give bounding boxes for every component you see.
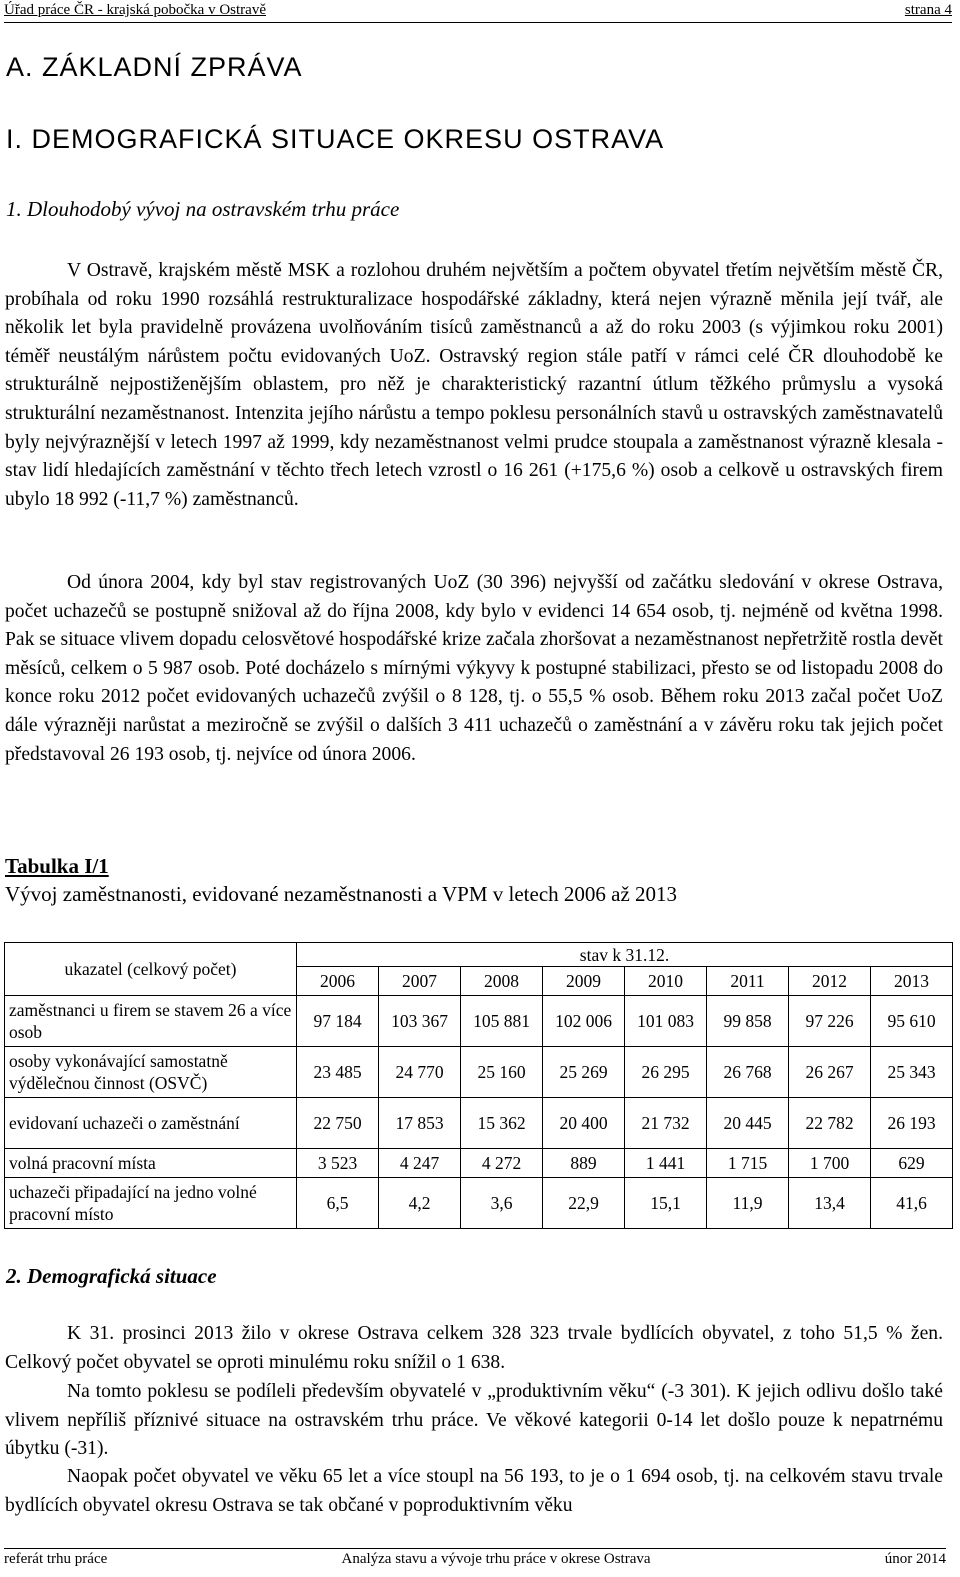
- paragraph-productive-age: Na tomto poklesu se podíleli především obyvatelé v „produktivním věku“ (-3 301). K jejich odlivu došlo také vlivem nepříliš příznivé situace na ostravském trhu práce. Ve věkové kategorii 0-14 let došlo pouze k nepatrnému úbytku (-31).: [5, 1381, 943, 1460]
- table-cell: 23 485: [297, 1047, 379, 1098]
- table-cell: 889: [543, 1149, 625, 1178]
- table-row-label: evidovaní uchazeči o zaměstnání: [5, 1098, 297, 1149]
- paragraph-restructuring: V Ostravě, krajském městě MSK a rozlohou druhém největším a počtem obyvatel třetím největším městě ČR, probíhala od roku 1990 rozsáhlá restrukturalizace hospodářské základny, která nejen výrazně měnila její tvář, ale několik let byla pravidelně provázena uvolňováním tisíců zaměstnanců a až do roku 2003 (s výjimkou roku 2001) téměř neustálým nárůstem počtu evidovaných UoZ. Ostravský region stále patří v rámci celé ČR dlouhodobě ke strukturálně nejpostiženějším oblastem, pro něž je charakteristický razantní útlum těžkého průmyslu a vysoká strukturální nezaměstnanost. Intenzita jejího nárůstu a tempo poklesu personálních stavů u ostravských zaměstnavatelů byly nejvýraznější v letech 1997 až 1999, kdy nezaměstnanost velmi prudce stoupala a zaměstnanost výrazně klesala - stav lidí hledajících zaměstnání v těchto třech letech vzrostl o 16 261 (+175,6 %) osob a celkově u ostravských firem ubylo 18 992 (-11,7 %) zaměstnanců.: [5, 260, 943, 510]
- table-cell: 4 247: [379, 1149, 461, 1178]
- heading-main-report: A. ZÁKLADNÍ ZPRÁVA: [6, 52, 303, 82]
- table-year-header: 2007: [379, 967, 461, 996]
- table-cell: 21 732: [625, 1098, 707, 1149]
- table-cell: 25 343: [871, 1047, 953, 1098]
- table-cell: 22 750: [297, 1098, 379, 1149]
- table-cell: 11,9: [707, 1178, 789, 1229]
- paragraph-unemployment-trend: Od února 2004, kdy byl stav registrovaných UoZ (30 396) nejvyšší od začátku sledování v okrese Ostrava, počet uchazečů se postupně snižoval až do října 2008, kdy bylo v evidenci 14 654 osob, tj. nejméně od května 1998. Pak se situace vlivem dopadu celosvětové hospodářské krize začala zhoršovat a nezaměstnanost nepřetržitě rostla devět měsíců, celkem o 5 987 osob. Poté docházelo s mírnými výkyvy k postupné stabilizaci, přesto se od listopadu 2008 do konce roku 2012 počet evidovaných uchazečů zvýšil o 8 128, tj. o 55,5 % osob. Během roku 2013 začal počet UoZ dále výrazněji narůstat a meziročně se zvýšil o dalších 3 411 uchazečů o zaměstnání a v závěru roku tak jejich počet představoval 26 193 osob, tj. nejvíce od února 2006.: [5, 572, 943, 765]
- header-office-name: Úřad práce ČR - krajská pobočka v Ostravě: [4, 2, 266, 18]
- table-cell: 26 267: [789, 1047, 871, 1098]
- table-caption: Vývoj zaměstnanosti, evidované nezaměstnanosti a VPM v letech 2006 až 2013: [5, 882, 678, 906]
- table-cell: 3 523: [297, 1149, 379, 1178]
- table-header-row-1: [5, 943, 953, 967]
- table-cell: 22,9: [543, 1178, 625, 1229]
- table-cell: 26 768: [707, 1047, 789, 1098]
- table-row: [5, 996, 953, 1047]
- table-cell: 102 006: [543, 996, 625, 1047]
- table-cell: 1 715: [707, 1149, 789, 1178]
- table-cell: 24 770: [379, 1047, 461, 1098]
- table-cell: 103 367: [379, 996, 461, 1047]
- table-year-header: 2011: [707, 967, 789, 996]
- table-cell: 1 700: [789, 1149, 871, 1178]
- table-cell: 629: [871, 1149, 953, 1178]
- table-year-header: 2012: [789, 967, 871, 996]
- employment-table: [4, 942, 953, 1229]
- footer-department: referát trhu práce: [4, 1551, 108, 1567]
- table-cell: 4,2: [379, 1178, 461, 1229]
- table-year-header: 2006: [297, 967, 379, 996]
- table-cell: 95 610: [871, 996, 953, 1047]
- table-cell: 25 160: [461, 1047, 543, 1098]
- page-header: [4, 2, 952, 23]
- table-cell: 25 269: [543, 1047, 625, 1098]
- table-cell: 99 858: [707, 996, 789, 1047]
- table-row-label: zaměstnanci u firem se stavem 26 a více osob: [5, 996, 297, 1047]
- table-header-stav: stav k 31.12.: [297, 943, 953, 967]
- footer-title: Analýza stavu a vývoje trhu práce v okrese Ostrava: [341, 1551, 651, 1567]
- table-cell: 3,6: [461, 1178, 543, 1229]
- table-header-label: ukazatel (celkový počet): [5, 943, 297, 996]
- table-year-header: 2009: [543, 967, 625, 996]
- table-cell: 97 184: [297, 996, 379, 1047]
- table-row-label: uchazeči připadající na jedno volné pracovní místo: [5, 1178, 297, 1229]
- table-row-label: volná pracovní místa: [5, 1149, 297, 1178]
- table-cell: 20 400: [543, 1098, 625, 1149]
- table-cell: 6,5: [297, 1178, 379, 1229]
- table-row: [5, 1178, 953, 1229]
- table-cell: 15,1: [625, 1178, 707, 1229]
- table-cell: 41,6: [871, 1178, 953, 1229]
- table-cell: 101 083: [625, 996, 707, 1047]
- table-year-header: 2008: [461, 967, 543, 996]
- table-cell: 97 226: [789, 996, 871, 1047]
- table-cell: 26 295: [625, 1047, 707, 1098]
- table-cell: 15 362: [461, 1098, 543, 1149]
- paragraph-population: K 31. prosinci 2013 žilo v okrese Ostrava celkem 328 323 trvale bydlících obyvatel, z toho 51,5 % žen. Celkový počet obyvatel se oproti minulému roku snížil o 1 638.: [5, 1323, 943, 1373]
- table-row: [5, 1047, 953, 1098]
- table-cell: 17 853: [379, 1098, 461, 1149]
- table-row: [5, 1149, 953, 1178]
- heading-long-term-development: 1. Dlouhodobý vývoj na ostravském trhu práce: [6, 197, 400, 221]
- table-cell: 105 881: [461, 996, 543, 1047]
- heading-demographic-section: 2. Demografická situace: [6, 1264, 217, 1288]
- page-footer: [4, 1548, 946, 1568]
- table-cell: 26 193: [871, 1098, 953, 1149]
- table-cell: 13,4: [789, 1178, 871, 1229]
- table-row: [5, 1098, 953, 1149]
- table-row-label: osoby vykonávající samostatně výdělečnou činnost (OSVČ): [5, 1047, 297, 1098]
- table-year-header: 2010: [625, 967, 707, 996]
- table-cell: 20 445: [707, 1098, 789, 1149]
- table-title: Tabulka I/1: [5, 854, 109, 878]
- table-cell: 1 441: [625, 1149, 707, 1178]
- paragraph-senior-age: Naopak počet obyvatel ve věku 65 let a více stoupl na 56 193, to je o 1 694 osob, tj. na celkovém stavu trvale bydlících obyvatel okresu Ostrava se tak občané v poproduktivním věku: [5, 1466, 943, 1516]
- header-page-number: strana 4: [904, 2, 952, 18]
- table-cell: 22 782: [789, 1098, 871, 1149]
- footer-date: únor 2014: [884, 1551, 946, 1567]
- table-cell: 4 272: [461, 1149, 543, 1178]
- heading-demographic-situation: I. DEMOGRAFICKÁ SITUACE OKRESU OSTRAVA: [6, 124, 665, 154]
- table-year-header: 2013: [871, 967, 953, 996]
